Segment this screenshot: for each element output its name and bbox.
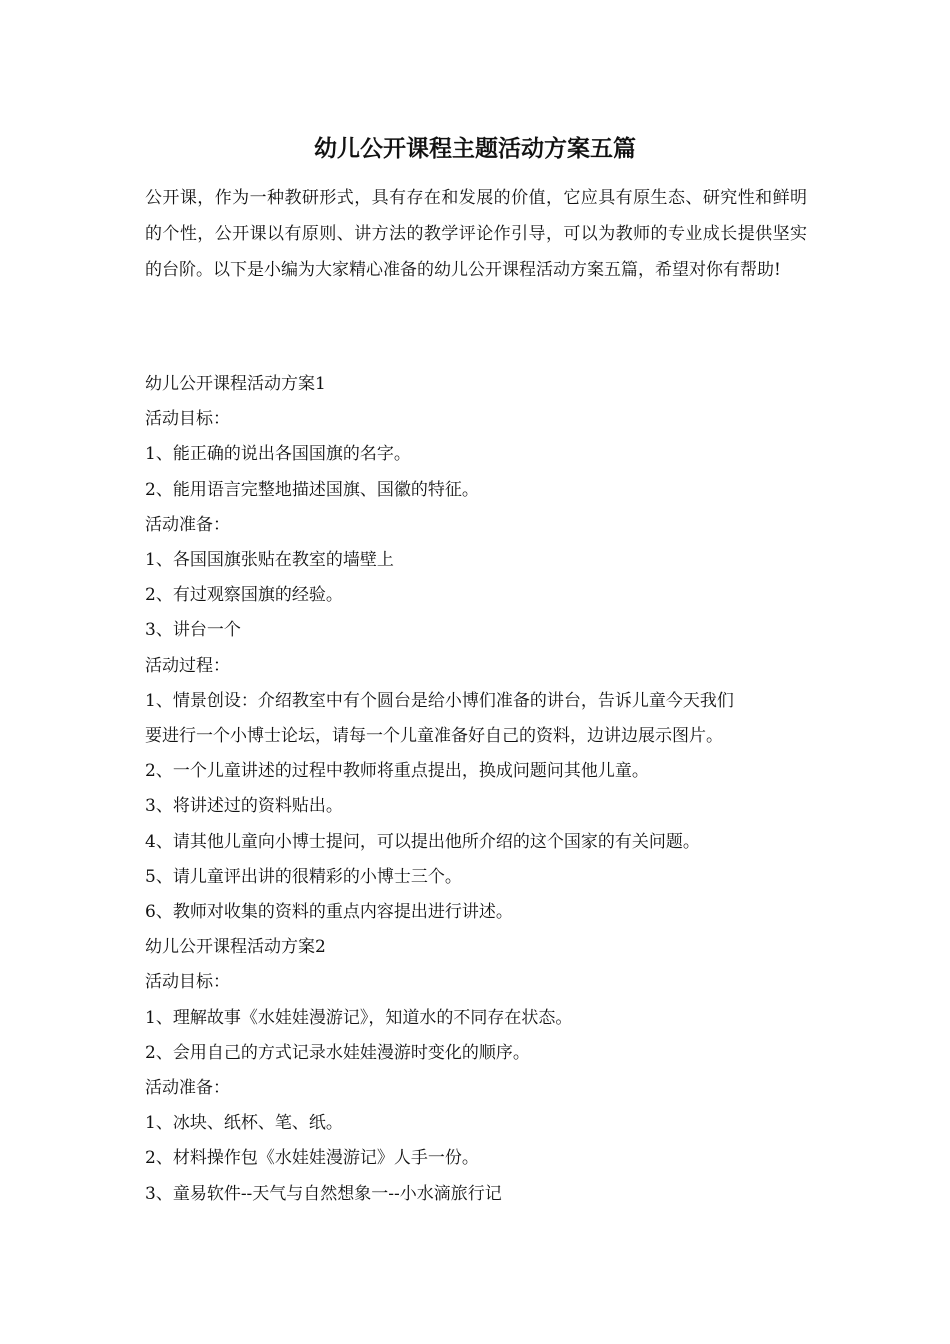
subheading-preparation: 活动准备：: [145, 1078, 230, 1099]
section-heading-plan-2: 幼儿公开课程活动方案2: [145, 937, 326, 958]
list-item: 2、能用语言完整地描述国旗、国徽的特征。: [145, 479, 479, 500]
list-item: 2、材料操作包《水娃娃漫游记》人手一份。: [145, 1148, 479, 1169]
list-item: 1、各国国旗张贴在教室的墙壁上: [145, 550, 394, 571]
list-item: 5、请儿童评出讲的很精彩的小博士三个。: [145, 866, 462, 887]
section-heading-plan-1: 幼儿公开课程活动方案1: [145, 374, 326, 394]
list-item: 3、童易软件--天气与自然想象一--小水滴旅行记: [145, 1183, 502, 1204]
page-title: 幼儿公开课程主题活动方案五篇: [314, 135, 636, 162]
list-item: 3、将讲述过的资料贴出。: [145, 796, 343, 817]
list-item: 1、情景创设：介绍教室中有个圆台是给小博们准备的讲台，告诉儿童今天我们: [145, 690, 734, 711]
subheading-goals: 活动目标：: [145, 409, 230, 430]
list-item: 2、一个儿童讲述的过程中教师将重点提出，换成问题问其他儿童。: [145, 761, 649, 782]
list-item: 1、能正确的说出各国国旗的名字。: [145, 444, 411, 465]
list-item: 2、会用自己的方式记录水娃娃漫游时变化的顺序。: [145, 1042, 530, 1063]
list-item: 1、冰块、纸杯、笔、纸。: [145, 1113, 343, 1134]
list-item: 3、讲台一个: [145, 620, 241, 641]
list-item: 1、理解故事《水娃娃漫游记》，知道水的不同存在状态。: [145, 1007, 573, 1028]
subheading-goals: 活动目标：: [145, 972, 230, 993]
intro-paragraph: 公开课，作为一种教研形式，具有存在和发展的价值，它应具有原生态、研究性和鲜明的个性，公开课以有原则、讲方法的教学评论作引导，可以为教师的专业成长提供坚实的台阶。以下是小编为大家精心准备的幼儿公开课程活动方案五篇，希望对你有帮助!: [145, 188, 807, 280]
list-item: 4、请其他儿童向小博士提问，可以提出他所介绍的这个国家的有关问题。: [145, 831, 700, 852]
subheading-preparation: 活动准备：: [145, 514, 230, 535]
list-item: 2、有过观察国旗的经验。: [145, 585, 343, 606]
document-body: [145, 367, 813, 1212]
list-item-continuation: 要进行一个小博士论坛，请每一个儿童准备好自己的资料，边讲边展示图片。: [145, 726, 723, 747]
list-item: 6、教师对收集的资料的重点内容提出进行讲述。: [145, 902, 513, 923]
subheading-process: 活动过程：: [145, 655, 230, 676]
